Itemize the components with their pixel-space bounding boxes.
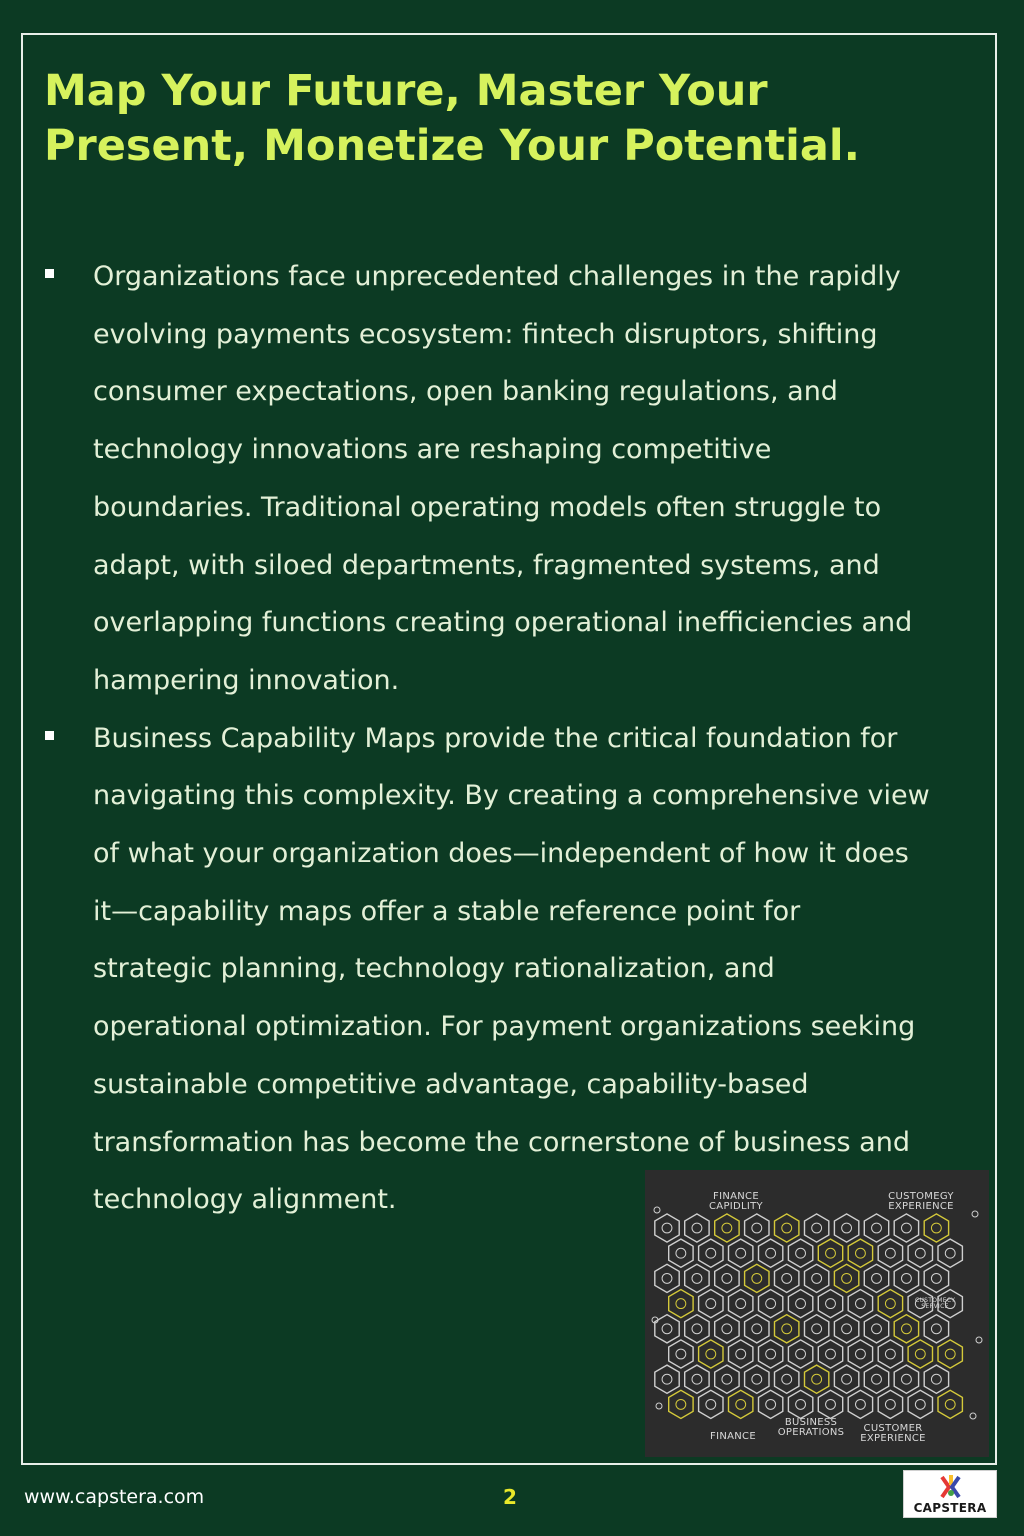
text-line: it—capability maps offer a stable reference point for: [93, 895, 801, 927]
node-symbol-icon: [782, 1273, 792, 1283]
hexagon-node-icon: [938, 1340, 962, 1368]
node-symbol-icon: [856, 1299, 866, 1309]
hexagon-node-icon: [938, 1390, 962, 1418]
text-line: sustainable competitive advantage, capability-based: [93, 1068, 809, 1100]
node-symbol-icon: [796, 1248, 806, 1258]
hexagon-node-icon: [924, 1365, 948, 1393]
connector-dot-icon: [972, 1211, 978, 1217]
hexagon-node-icon: [834, 1264, 858, 1292]
hexagon-node-icon: [685, 1365, 709, 1393]
text-line: overlapping functions creating operational inefficiencies and: [93, 607, 913, 639]
node-symbol-icon: [856, 1349, 866, 1359]
hexagon-node-icon: [805, 1214, 829, 1242]
hexagon-node-icon: [745, 1365, 769, 1393]
text-line: technology innovations are reshaping competitive: [93, 434, 772, 466]
hexagon-node-icon: [908, 1239, 932, 1267]
hexagon-node-icon: [685, 1264, 709, 1292]
illustration-label-customer-experience-bottom: CUSTOMER EXPERIENCE: [860, 1423, 926, 1444]
text-line: consumer expectations, open banking regulations, and: [93, 376, 838, 408]
node-symbol-icon: [826, 1248, 836, 1258]
node-symbol-icon: [945, 1399, 955, 1409]
hexagon-node-icon: [745, 1264, 769, 1292]
hexagon-node-icon: [818, 1390, 842, 1418]
hexagon-node-icon: [805, 1365, 829, 1393]
bullet-item-1: [44, 248, 984, 710]
node-symbol-icon: [766, 1349, 776, 1359]
hexagon-node-icon: [894, 1214, 918, 1242]
hexagon-node-icon: [669, 1239, 693, 1267]
node-symbol-icon: [736, 1349, 746, 1359]
capstera-logo: [903, 1470, 997, 1518]
bullet-paragraph-2: [93, 710, 984, 1229]
hexagon-node-icon: [878, 1290, 902, 1318]
node-symbol-icon: [842, 1273, 852, 1283]
hexagon-node-icon: [775, 1365, 799, 1393]
node-symbol-icon: [842, 1223, 852, 1233]
node-symbol-icon: [796, 1399, 806, 1409]
hexagon-node-icon: [938, 1239, 962, 1267]
hexagon-node-icon: [669, 1340, 693, 1368]
text-line: boundaries. Traditional operating models often struggle to: [93, 491, 882, 523]
connector-dot-icon: [970, 1413, 976, 1419]
node-symbol-icon: [706, 1399, 716, 1409]
hexagon-node-icon: [864, 1214, 888, 1242]
hexagon-node-icon: [699, 1390, 723, 1418]
hexagon-node-icon: [715, 1264, 739, 1292]
hexagon-node-icon: [729, 1390, 753, 1418]
hexagon-node-icon: [788, 1390, 812, 1418]
node-symbol-icon: [856, 1399, 866, 1409]
hexagon-node-icon: [729, 1239, 753, 1267]
node-symbol-icon: [662, 1374, 672, 1384]
hexagon-node-icon: [715, 1315, 739, 1343]
node-symbol-icon: [722, 1324, 732, 1334]
node-symbol-icon: [706, 1248, 716, 1258]
hexagon-node-icon: [788, 1239, 812, 1267]
connector-dot-icon: [654, 1207, 660, 1213]
bullet-list: [44, 248, 984, 1229]
hexagon-node-icon: [715, 1214, 739, 1242]
node-symbol-icon: [826, 1399, 836, 1409]
node-symbol-icon: [915, 1248, 925, 1258]
node-symbol-icon: [752, 1223, 762, 1233]
hexagon-node-icon: [685, 1315, 709, 1343]
text-line: adapt, with siloed departments, fragmented systems, and: [93, 549, 880, 581]
node-symbol-icon: [915, 1399, 925, 1409]
node-symbol-icon: [826, 1349, 836, 1359]
text-line: operational optimization. For payment organizations seeking: [93, 1011, 916, 1043]
hexagon-node-icon: [924, 1214, 948, 1242]
node-symbol-icon: [692, 1223, 702, 1233]
text-line: strategic planning, technology rationalization, and: [93, 953, 775, 985]
hexagon-node-icon: [924, 1264, 948, 1292]
text-line: evolving payments ecosystem: fintech disruptors, shifting: [93, 318, 878, 350]
node-symbol-icon: [722, 1273, 732, 1283]
text-line: navigating this complexity. By creating a comprehensive view: [93, 780, 930, 812]
hexagon-node-icon: [848, 1290, 872, 1318]
bullet-item-2: [44, 710, 984, 1229]
node-symbol-icon: [872, 1273, 882, 1283]
hexagon-node-icon: [894, 1315, 918, 1343]
node-symbol-icon: [722, 1374, 732, 1384]
hexagon-node-icon: [699, 1290, 723, 1318]
node-symbol-icon: [915, 1349, 925, 1359]
node-symbol-icon: [872, 1223, 882, 1233]
hexagon-node-icon: [729, 1340, 753, 1368]
illustration-label-business-operations: BUSINESS OPERATIONS: [777, 1417, 845, 1438]
hexagon-node-icon: [775, 1315, 799, 1343]
logo-text: CAPSTERA: [913, 1501, 987, 1515]
node-symbol-icon: [812, 1374, 822, 1384]
node-symbol-icon: [885, 1349, 895, 1359]
node-symbol-icon: [662, 1223, 672, 1233]
hexagon-node-icon: [818, 1290, 842, 1318]
node-symbol-icon: [931, 1273, 941, 1283]
node-symbol-icon: [885, 1299, 895, 1309]
text-line: Organizations face unprecedented challenges in the rapidly: [93, 261, 901, 292]
hexagon-node-icon: [669, 1290, 693, 1318]
node-symbol-icon: [812, 1273, 822, 1283]
hexagon-network-graphic: [645, 1170, 989, 1457]
hexagon-node-icon: [834, 1365, 858, 1393]
node-symbol-icon: [752, 1324, 762, 1334]
hexagon-node-icon: [848, 1390, 872, 1418]
node-symbol-icon: [736, 1299, 746, 1309]
node-symbol-icon: [676, 1399, 686, 1409]
hexagon-node-icon: [805, 1264, 829, 1292]
node-symbol-icon: [902, 1223, 912, 1233]
hexagon-node-icon: [788, 1290, 812, 1318]
hexagon-node-icon: [759, 1239, 783, 1267]
hexagon-node-icon: [864, 1365, 888, 1393]
hexagon-node-icon: [908, 1390, 932, 1418]
hexagon-node-icon: [655, 1214, 679, 1242]
hexagon-node-icon: [745, 1214, 769, 1242]
hexagon-node-icon: [745, 1315, 769, 1343]
hexagon-node-icon: [864, 1315, 888, 1343]
node-symbol-icon: [692, 1273, 702, 1283]
node-symbol-icon: [796, 1349, 806, 1359]
hexagon-node-icon: [655, 1315, 679, 1343]
hexagon-node-icon: [878, 1340, 902, 1368]
node-symbol-icon: [706, 1299, 716, 1309]
hexagon-node-icon: [759, 1340, 783, 1368]
title-line-1: Map Your Future, Master Your: [44, 66, 768, 116]
node-symbol-icon: [812, 1223, 822, 1233]
node-symbol-icon: [856, 1248, 866, 1258]
node-symbol-icon: [662, 1324, 672, 1334]
node-symbol-icon: [842, 1324, 852, 1334]
node-symbol-icon: [931, 1374, 941, 1384]
node-symbol-icon: [931, 1223, 941, 1233]
hexagon-node-icon: [699, 1239, 723, 1267]
node-symbol-icon: [766, 1299, 776, 1309]
illustration-label-finance-capability: FINANCE CAPIDLITY: [709, 1191, 763, 1212]
node-symbol-icon: [692, 1324, 702, 1334]
hexagon-node-icon: [864, 1264, 888, 1292]
node-symbol-icon: [676, 1349, 686, 1359]
hexagon-node-icon: [818, 1340, 842, 1368]
node-symbol-icon: [842, 1374, 852, 1384]
node-symbol-icon: [826, 1299, 836, 1309]
node-symbol-icon: [782, 1324, 792, 1334]
hexagon-node-icon: [729, 1290, 753, 1318]
node-symbol-icon: [662, 1273, 672, 1283]
hexagon-node-icon: [908, 1340, 932, 1368]
hexagon-node-icon: [805, 1315, 829, 1343]
node-symbol-icon: [885, 1248, 895, 1258]
node-symbol-icon: [782, 1223, 792, 1233]
illustration-label-customer-service: CUSTOMECY SERVICE: [915, 1297, 956, 1310]
hexagon-node-icon: [655, 1264, 679, 1292]
connector-dot-icon: [976, 1337, 982, 1343]
square-bullet-icon: [45, 731, 54, 740]
node-symbol-icon: [722, 1223, 732, 1233]
hexagon-node-icon: [894, 1365, 918, 1393]
capstera-logo-icon: [937, 1473, 965, 1501]
hexagon-node-icon: [759, 1390, 783, 1418]
node-symbol-icon: [902, 1273, 912, 1283]
node-symbol-icon: [766, 1248, 776, 1258]
hexagon-node-icon: [848, 1239, 872, 1267]
node-symbol-icon: [736, 1248, 746, 1258]
text-line: hampering innovation.: [93, 664, 400, 696]
text-line: Business Capability Maps provide the critical foundation for: [93, 722, 898, 754]
capability-map-illustration: [645, 1170, 989, 1457]
node-symbol-icon: [945, 1248, 955, 1258]
text-line: technology alignment.: [93, 1184, 397, 1216]
page-title: [44, 64, 944, 174]
node-symbol-icon: [902, 1374, 912, 1384]
hexagon-node-icon: [775, 1214, 799, 1242]
hexagon-node-icon: [715, 1365, 739, 1393]
node-symbol-icon: [812, 1324, 822, 1334]
node-symbol-icon: [752, 1273, 762, 1283]
hexagon-node-icon: [818, 1239, 842, 1267]
hexagon-node-icon: [699, 1340, 723, 1368]
page-number: 2: [503, 1485, 517, 1509]
node-symbol-icon: [676, 1299, 686, 1309]
node-symbol-icon: [945, 1349, 955, 1359]
node-symbol-icon: [692, 1374, 702, 1384]
hexagon-node-icon: [924, 1315, 948, 1343]
node-symbol-icon: [736, 1399, 746, 1409]
connector-dot-icon: [656, 1403, 662, 1409]
text-line: of what your organization does—independent of how it does: [93, 838, 909, 870]
hexagon-node-icon: [669, 1390, 693, 1418]
footer-website-link[interactable]: www.capstera.com: [24, 1486, 205, 1508]
hexagon-node-icon: [878, 1390, 902, 1418]
node-symbol-icon: [796, 1299, 806, 1309]
node-symbol-icon: [706, 1349, 716, 1359]
hexagon-node-icon: [685, 1214, 709, 1242]
node-symbol-icon: [782, 1374, 792, 1384]
hexagon-node-icon: [775, 1264, 799, 1292]
node-symbol-icon: [676, 1248, 686, 1258]
node-symbol-icon: [752, 1374, 762, 1384]
node-symbol-icon: [872, 1374, 882, 1384]
node-symbol-icon: [872, 1324, 882, 1334]
hexagon-node-icon: [788, 1340, 812, 1368]
node-symbol-icon: [885, 1399, 895, 1409]
illustration-label-customer-experience-top: CUSTOMEGY EXPERIENCE: [888, 1191, 954, 1212]
node-symbol-icon: [931, 1324, 941, 1334]
text-line: transformation has become the cornerstone of business and: [93, 1126, 910, 1158]
hexagon-node-icon: [894, 1264, 918, 1292]
hexagon-node-icon: [834, 1315, 858, 1343]
node-symbol-icon: [766, 1399, 776, 1409]
hexagon-node-icon: [834, 1214, 858, 1242]
hexagon-node-icon: [655, 1365, 679, 1393]
square-bullet-icon: [45, 269, 54, 278]
hexagon-node-icon: [759, 1290, 783, 1318]
hexagon-node-icon: [848, 1340, 872, 1368]
hexagon-node-icon: [878, 1239, 902, 1267]
title-line-2: Present, Monetize Your Potential.: [44, 121, 860, 171]
node-symbol-icon: [902, 1324, 912, 1334]
illustration-label-finance: FINANCE: [710, 1431, 756, 1442]
bullet-paragraph-1: [93, 248, 984, 710]
